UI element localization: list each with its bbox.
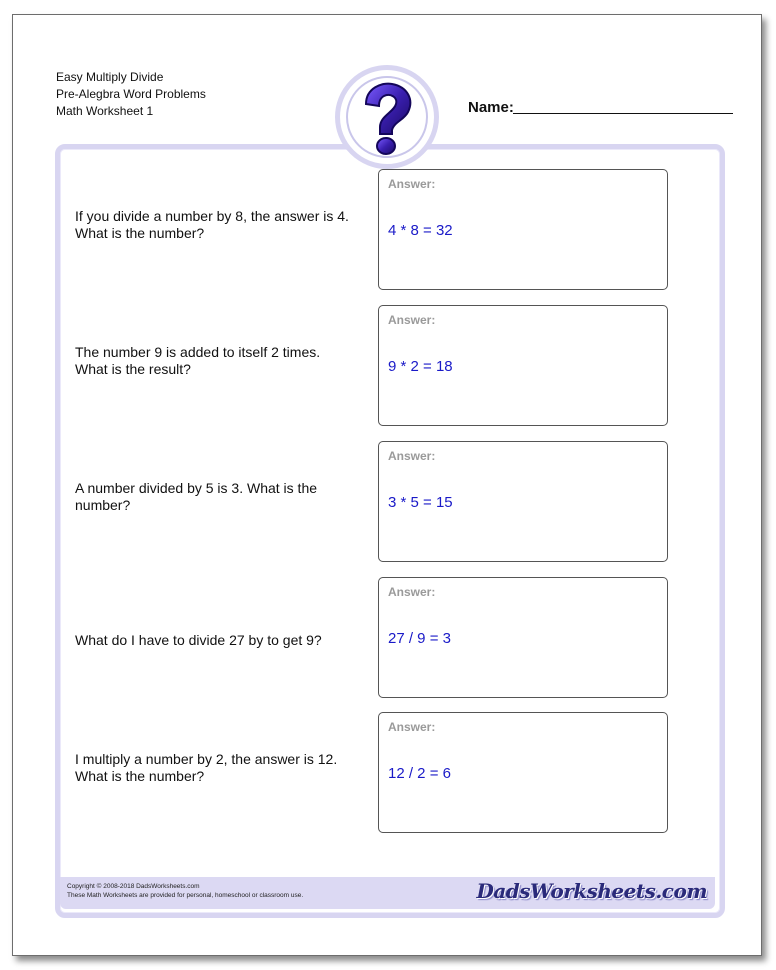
answer-label: Answer: xyxy=(388,177,436,191)
name-field-line[interactable] xyxy=(513,113,733,114)
brand-logo[interactable]: DadsWorksheets.com xyxy=(476,879,707,903)
problem-text-2: The number 9 is added to itself 2 times. What is the result? xyxy=(75,344,321,377)
badge xyxy=(335,65,439,169)
answer-value: 9 * 2 = 18 xyxy=(388,358,453,375)
worksheet-category: Easy Multiply Divide xyxy=(56,70,164,84)
answer-box-5[interactable] xyxy=(378,712,668,833)
footer xyxy=(60,877,715,909)
answer-value: 4 * 8 = 32 xyxy=(388,222,453,239)
answer-value: 27 / 9 = 3 xyxy=(388,630,451,647)
answer-label: Answer: xyxy=(388,313,436,327)
answer-value: 3 * 5 = 15 xyxy=(388,494,453,511)
copyright-line: Copyright © 2008-2018 DadsWorksheets.com xyxy=(67,883,200,890)
answer-label: Answer: xyxy=(388,720,436,734)
worksheet-header xyxy=(56,69,206,120)
problem-text-3: A number divided by 5 is 3. What is the number? xyxy=(75,480,318,513)
usage-notice: These Math Worksheets are provided for personal, homeschool or classroom use. xyxy=(67,892,304,899)
problem-text-5: I multiply a number by 2, the answer is 12. What is the number? xyxy=(75,751,338,784)
answer-box-2[interactable] xyxy=(378,305,668,426)
answer-box-1[interactable] xyxy=(378,169,668,290)
problem-text-4: What do I have to divide 27 by to get 9? xyxy=(75,632,322,648)
answer-label: Answer: xyxy=(388,449,436,463)
worksheet-page xyxy=(12,14,762,956)
name-label: Name: xyxy=(468,99,514,116)
worksheet-title: Math Worksheet 1 xyxy=(56,104,154,118)
problem-text-1: If you divide a number by 8, the answer is 4. What is the number? xyxy=(75,208,349,241)
answer-value: 12 / 2 = 6 xyxy=(388,765,451,782)
answer-box-3[interactable] xyxy=(378,441,668,562)
worksheet-subject: Pre-Alegbra Word Problems xyxy=(56,87,206,101)
question-mark-icon xyxy=(356,82,418,156)
answer-box-4[interactable] xyxy=(378,577,668,698)
answer-label: Answer: xyxy=(388,585,436,599)
copyright-text xyxy=(67,882,303,900)
